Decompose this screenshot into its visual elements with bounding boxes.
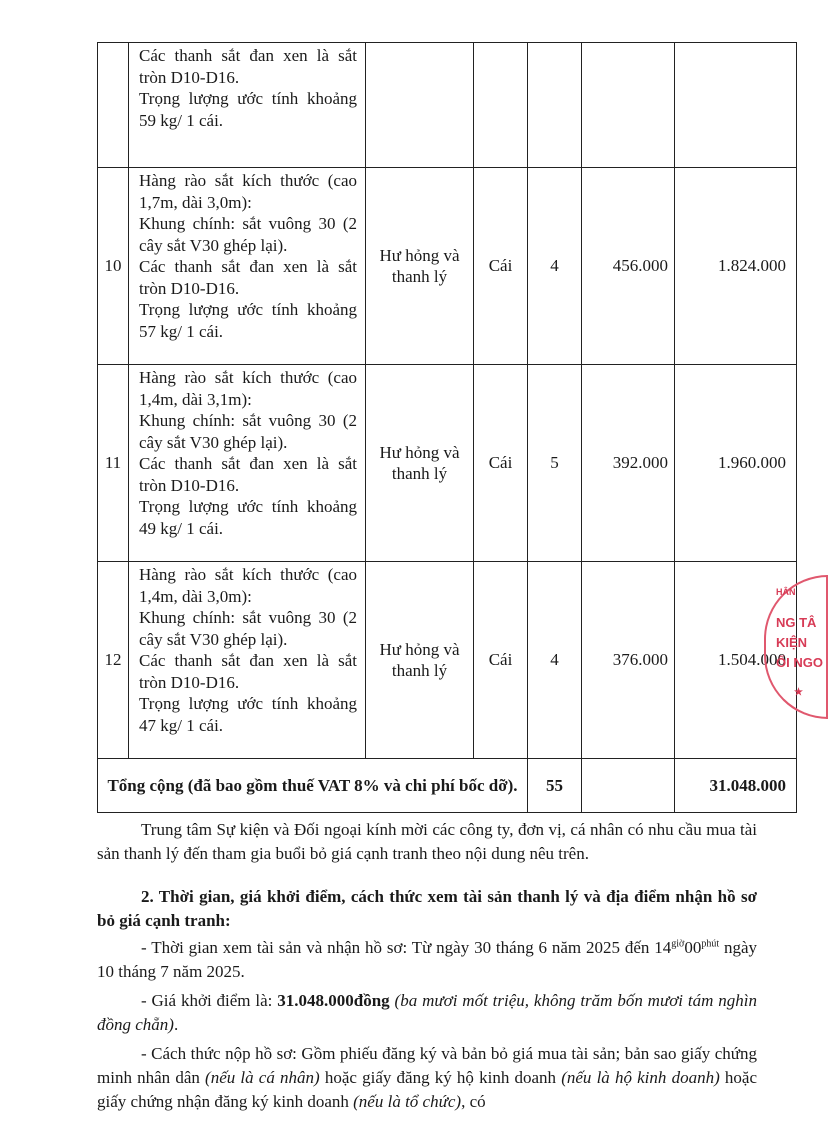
row-total <box>675 43 797 168</box>
time-paragraph <box>97 936 757 984</box>
price-paragraph <box>97 989 757 1037</box>
description-line: Các thanh sắt đan xen là sắt tròn D10-D16. <box>139 46 357 87</box>
method-b: (nếu là cá nhân) <box>205 1068 320 1087</box>
row-total: 1.504.000 <box>675 562 797 759</box>
time-min-sup: phút <box>701 938 720 950</box>
row-number <box>98 43 129 168</box>
method-a: - Cách thức nộp hồ sơ: Gồm phiếu đăng ký và bản bỏ giá mua tài sản; bản sao giấy chứng minh nhân dân <box>97 1044 757 1087</box>
description-line: Các thanh sắt đan xen là sắt tròn D10-D16. <box>139 454 357 495</box>
description-line: Các thanh sắt đan xen là sắt tròn D10-D16. <box>139 257 357 298</box>
description-line: Khung chính: sắt vuông 30 (2 cây sắt V30 ghép lại). <box>139 411 357 452</box>
row-status: Hư hỏng và thanh lý <box>366 562 474 759</box>
method-c: hoặc giấy đăng ký hộ kinh doanh <box>319 1068 562 1087</box>
description-line: Khung chính: sắt vuông 30 (2 cây sắt V30 ghép lại). <box>139 608 357 649</box>
row-description <box>129 562 366 759</box>
price-end: . <box>173 1015 179 1034</box>
asset-table <box>97 42 797 813</box>
row-status: Hư hỏng và thanh lý <box>366 168 474 365</box>
description-line: Trọng lượng ước tính khoảng 47 kg/ 1 cái. <box>139 694 357 735</box>
row-status <box>366 43 474 168</box>
description-line: Các thanh sắt đan xen là sắt tròn D10-D16. <box>139 651 357 692</box>
table-row <box>98 168 797 365</box>
method-f: (nếu là tổ chức) <box>353 1092 462 1111</box>
total-label: Tổng cộng (đã bao gồm thuế VAT 8% và chi phí bốc dỡ). <box>98 759 528 813</box>
seal-line-2: NG TÂ <box>776 615 817 630</box>
description-line: Hàng rào sắt kích thước (cao 1,4m, dài 3,0m): <box>139 565 357 606</box>
row-unit-price: 456.000 <box>582 168 675 365</box>
row-quantity: 4 <box>528 562 582 759</box>
row-total: 1.960.000 <box>675 365 797 562</box>
total-qty: 55 <box>528 759 582 813</box>
method-e: hoặc giấy chứng nhận đăng ký kinh doanh <box>97 1068 757 1111</box>
time-hour-sup: giờ <box>671 938 685 950</box>
method-d: (nếu là hộ kinh doanh) <box>561 1068 720 1087</box>
row-unit-price <box>582 43 675 168</box>
time-end: ngày 10 tháng 7 năm 2025. <box>97 938 758 981</box>
row-number: 10 <box>98 168 129 365</box>
description-line: Trọng lượng ước tính khoảng 49 kg/ 1 cái. <box>139 497 357 538</box>
row-number: 12 <box>98 562 129 759</box>
row-quantity <box>528 43 582 168</box>
row-total: 1.824.000 <box>675 168 797 365</box>
description-line: Khung chính: sắt vuông 30 (2 cây sắt V30 ghép lại). <box>139 214 357 255</box>
description-line: Trọng lượng ước tính khoảng 57 kg/ 1 cái. <box>139 300 357 341</box>
table-row <box>98 43 797 168</box>
row-number: 11 <box>98 365 129 562</box>
time-min: 00 <box>684 938 702 957</box>
total-row <box>98 759 797 813</box>
price-prefix: - Giá khởi điểm là: <box>141 991 278 1010</box>
price-value: 31.048.000đồng <box>277 991 390 1010</box>
total-price-empty <box>582 759 675 813</box>
row-quantity: 4 <box>528 168 582 365</box>
row-unit: Cái <box>474 168 528 365</box>
row-description <box>129 43 366 168</box>
seal-line-4: ỐI NGO <box>776 655 823 670</box>
table-row <box>98 365 797 562</box>
row-description <box>129 365 366 562</box>
table-row <box>98 562 797 759</box>
intro-paragraph: Trung tâm Sự kiện và Đối ngoại kính mời các công ty, đơn vị, cá nhân có nhu cầu mua tài sản thanh lý đến tham gia buổi bỏ giá cạnh tranh theo nội dung nêu trên. <box>97 820 757 863</box>
method-paragraph <box>97 1042 757 1114</box>
row-status: Hư hỏng và thanh lý <box>366 365 474 562</box>
seal-line-1: HÂN <box>776 587 796 597</box>
time-text: - Thời gian xem tài sản và nhận hồ sơ: Từ ngày 30 tháng 6 năm 2025 đến 14 <box>141 938 672 957</box>
row-unit-price: 392.000 <box>582 365 675 562</box>
row-unit-price: 376.000 <box>582 562 675 759</box>
description-line: Trọng lượng ước tính khoảng 59 kg/ 1 cái. <box>139 89 357 130</box>
section2-heading: 2. Thời gian, giá khởi điểm, cách thức xem tài sản thanh lý và địa điểm nhận hồ sơ bỏ giá cạnh tranh: <box>97 887 757 930</box>
row-unit: Cái <box>474 562 528 759</box>
grand-total: 31.048.000 <box>675 759 797 813</box>
row-quantity: 5 <box>528 365 582 562</box>
method-g: , có <box>461 1092 486 1111</box>
row-unit <box>474 43 528 168</box>
row-unit: Cái <box>474 365 528 562</box>
description-line: Hàng rào sắt kích thước (cao 1,7m, dài 3,0m): <box>139 171 357 212</box>
seal-line-3: KIỆN <box>776 635 808 650</box>
row-description <box>129 168 366 365</box>
seal-star-icon: ★ <box>794 687 803 698</box>
price-words: (ba mươi mốt triệu, không trăm bốn mươi tám nghìn đồng chẵn) <box>97 991 757 1034</box>
description-line: Hàng rào sắt kích thước (cao 1,4m, dài 3,1m): <box>139 368 357 409</box>
